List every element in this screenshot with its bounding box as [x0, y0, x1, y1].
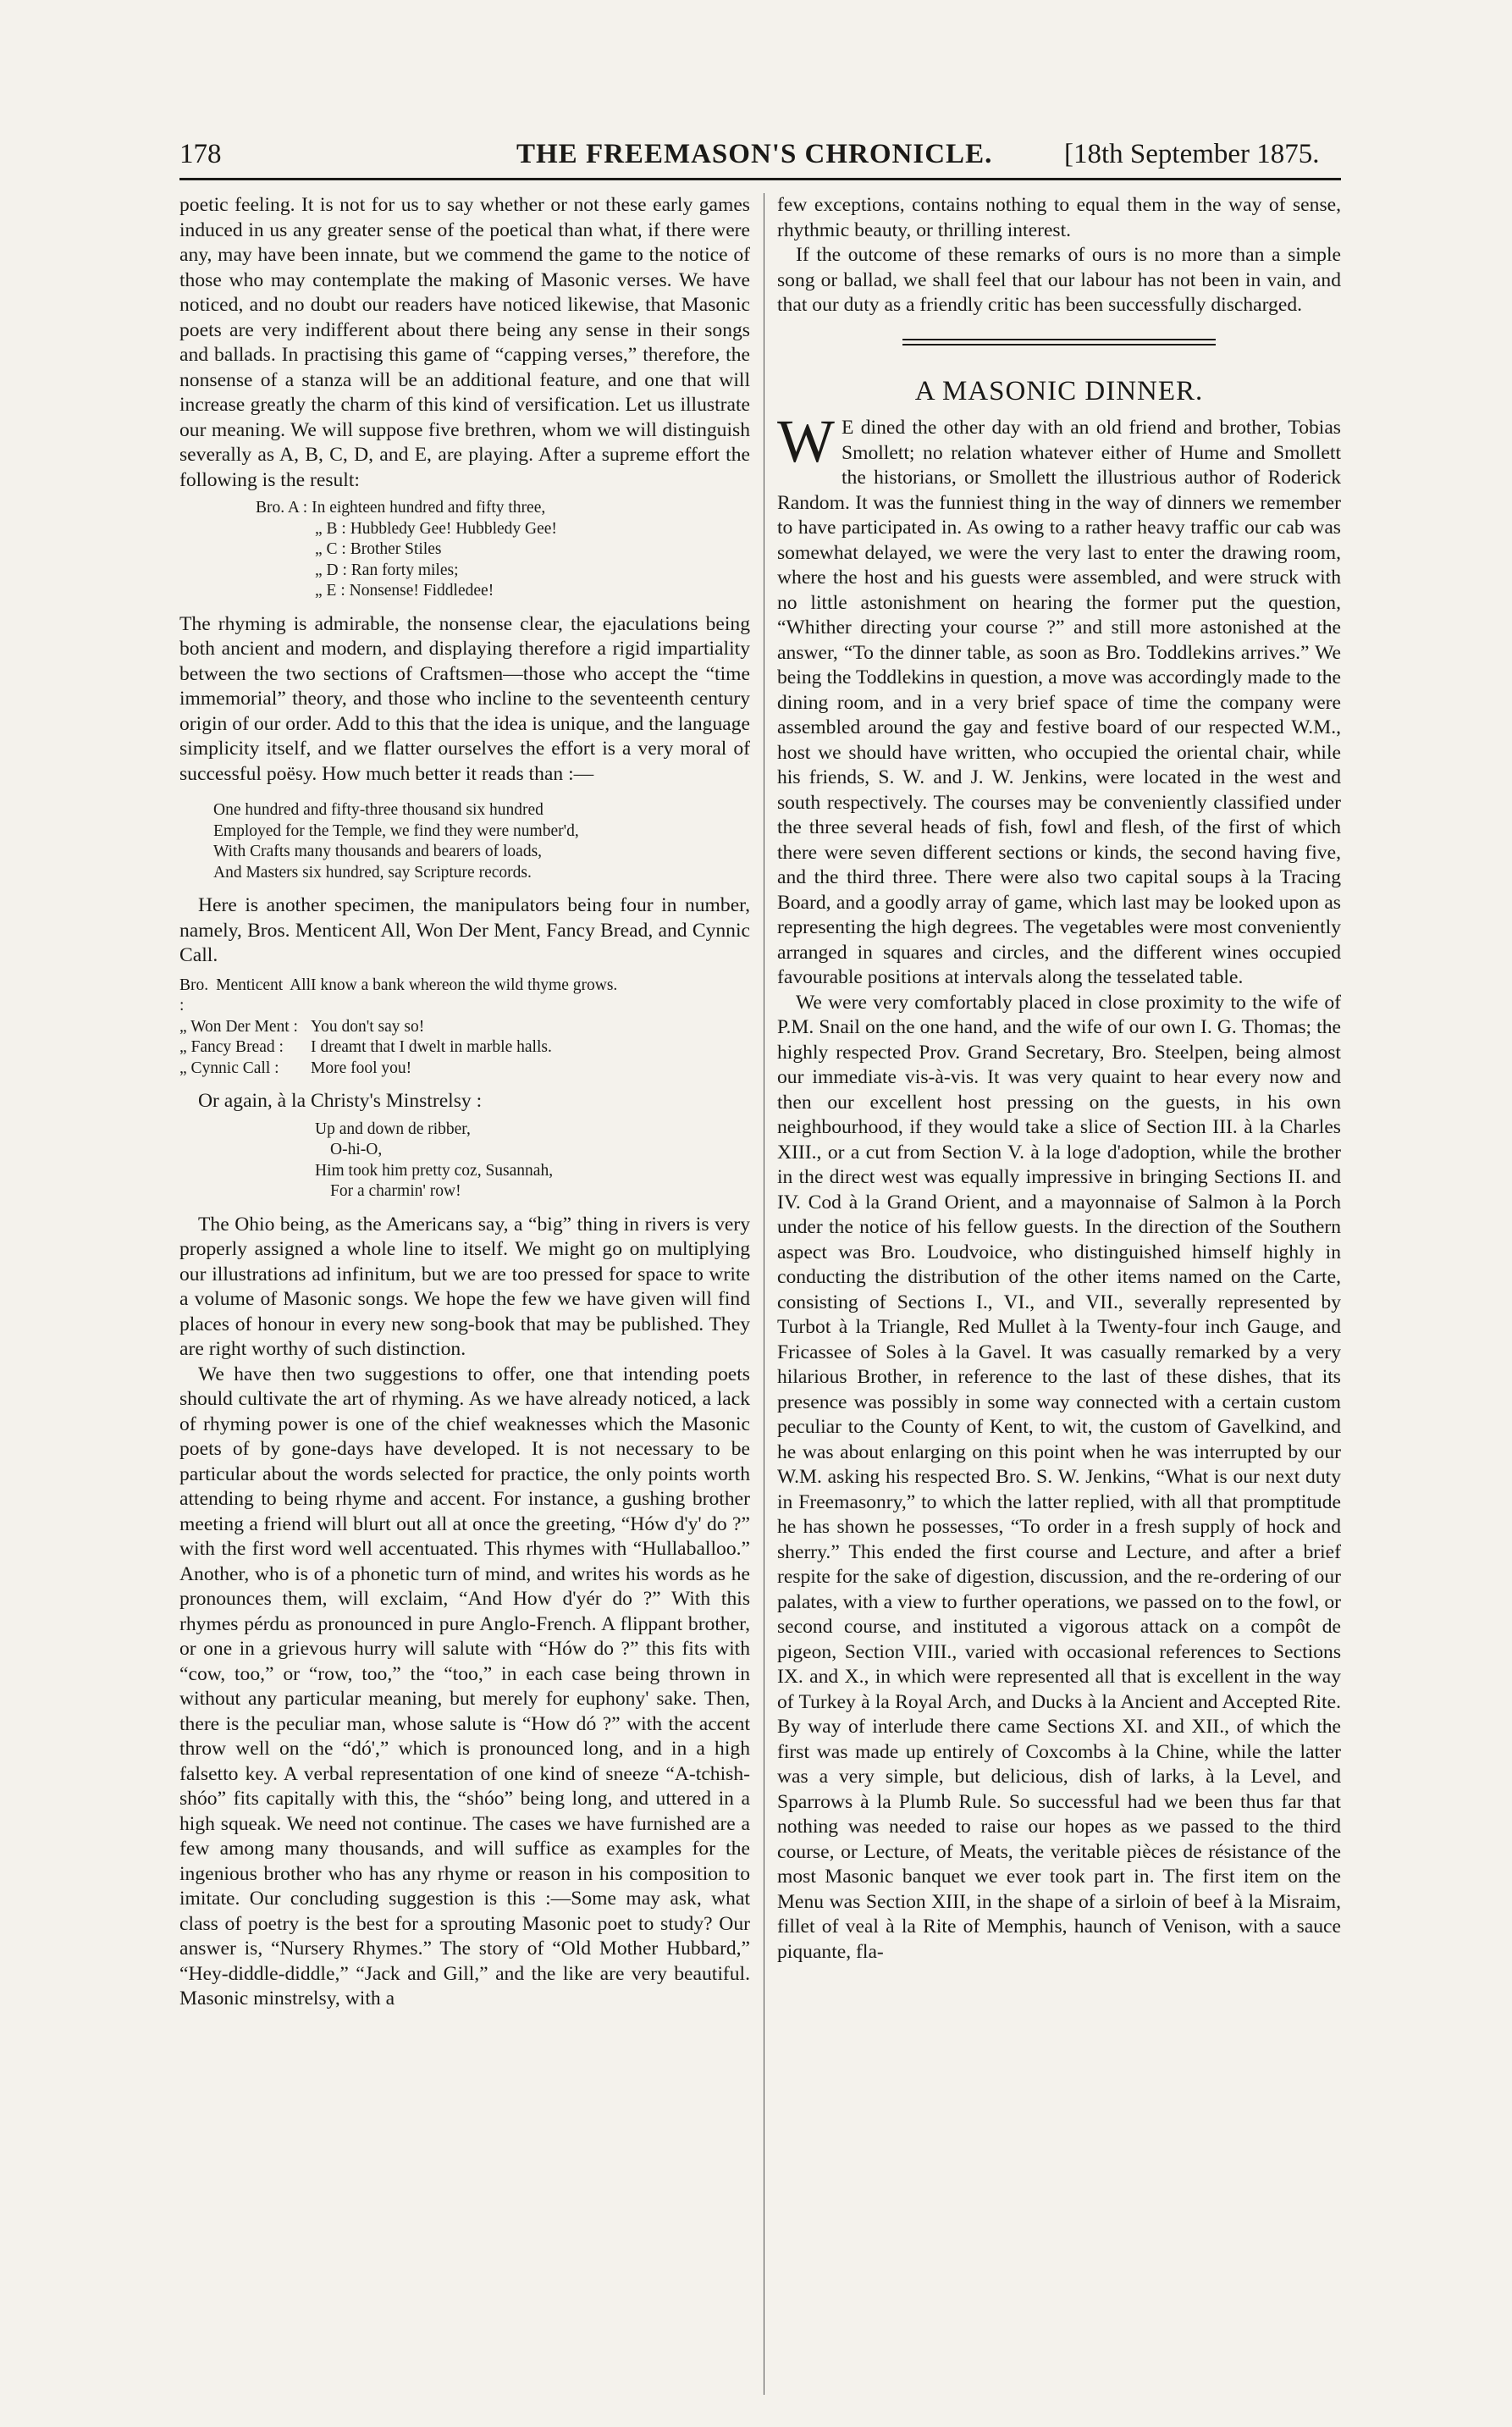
dialog-line: You don't say so! — [311, 1017, 425, 1036]
section-divider — [902, 339, 1216, 346]
dialog-row — [179, 1059, 750, 1080]
dialog-row — [179, 1017, 750, 1038]
speaker: Bro. Menticent All : — [179, 976, 311, 1014]
speaker: „ Cynnic Call : — [179, 1059, 279, 1077]
verse-line: Him took him pretty coz, Susannah, — [315, 1161, 554, 1180]
paragraph: Or again, à la Christy's Minstrelsy : — [198, 1090, 483, 1112]
verse-temple — [179, 800, 750, 883]
paragraph: Here is another specimen, the manipulators being four in number, namely, Bros. Menticent All, Won Der Ment, Fancy Bread, and Cynnic Call. — [179, 894, 750, 966]
article-title: A MASONIC DINNER. — [914, 375, 1204, 406]
dialog-line: More fool you! — [311, 1059, 412, 1077]
page-number: 178 — [179, 139, 222, 169]
paragraph: We were very comfortably placed in close proximity to the wife of P.M. Snail on the one hand, and the wife of our own I. G. Thomas; the highly respected Prov. Grand Secretary, Bro. Steelpen, being almost our immediate vis-à-vis. It was very quaint to hear every now and then our excellent host pressing on the guests, in his own neighbourhood, if they would take a slice of Section III. à la Charles XIII., or a cut from Section V. à la loge d'adoption, while the brother in the direct west was equally impressive in bringing Sections II. and IV. Cod à la Grand Orient, and a mayonnaise of Salmon à la Porch under the notice of his fellow guests. In the direction of the Southern aspect was Bro. Loudvoice, who distinguished himself highly in conducting the distribution of the other items named on the Carte, consisting of Sections I., VI., and VII., severally represented by Turbot à la Triangle, Red Mullet à la Twenty-four inch Gauge, and Fricassee of Soles à la Gavel. It was casually remarked by a very hilarious Brother, in reference to the last of these dishes, that its presence was possibly in some way connected with a certain custom peculiar to the County of Kent, to wit, the custom of Gavelkind, and he was about enlarging on this point when he was interrupted by our W.M. asking his respected Bro. S. W. Jenkins, “What is our next duty in Freemasonry,” to which the latter replied, with all that promptitude he has shown he possesses, “To order in a fresh supply of hock and sherry.” This ended the first course and Lecture, and after a brief respite for the sake of digestion, discussion, and the re-ordering of our palates, with a view to further operations, we passed on to the fowl, or second course, and instituted a vigorous attack on a compôt de pigeon, Section VIII., varied with occasional references to Sections IX. and X., in which were represented all that is excellent in the way of Turkey à la Royal Arch, and Ducks à la Ancient and Accepted Rite. By way of interlude there came Sections XI. and XII., of which the first was made up entirely of Coxcombs à la Chine, while the latter was a very simple, but delicious, dish of larks, à la Level, and Sparrows à la Plumb Rule. So successful had we been thus far that nothing was needed to raise our hopes as we passed to the third course, or Lecture, of Meats, the veritable pièces de résistance of the most Masonic banquet we ever took part in. The first item on the Menu was Section XIII, in the shape of a sirloin of beef à la Misraim, fillet of veal à la Rite of Memphis, haunch of Venison, with a sauce piquante, fla- — [777, 991, 1341, 1963]
paragraph — [777, 407, 1341, 991]
issue-date: [18th September 1875. — [1064, 139, 1320, 169]
verse-line: Up and down de ribber, — [315, 1120, 471, 1138]
verse-line: „ C : Brother Stiles — [315, 540, 442, 558]
paragraph: few exceptions, contains nothing to equal them in the way of sense, rhythmic beauty, or thrilling interest. — [777, 194, 1341, 241]
speaker: „ Won Der Ment : — [179, 1017, 298, 1036]
verse-line: One hundred and fifty-three thousand six hundred — [213, 801, 544, 819]
dialog-line: I know a bank whereon the wild thyme grows. — [311, 976, 618, 994]
verse-line: Employed for the Temple, we find they were number'd, — [213, 821, 579, 840]
paragraph: We have then two suggestions to offer, one that intending poets should cultivate the art of rhyming. As we have already noticed, a lack of rhyming power is one of the chief weaknesses which the Masonic poets of by gone-days have developed. It is not necessary to be particular about the words selected for practice, the only points worth attending to being rhyme and accent. For instance, a gushing brother meeting a friend will blurt out all at once the greeting, “Hów d'y' do ?” with the first word well accentuated. This rhymes with “Hullaballoo.” Another, who is of a phonetic turn of mind, and writes his words as he pronounces them, will exclaim, “And How d'yér do ?” With this rhymes pérdu as pronounced in pure Anglo-French. A flippant brother, or one in a grievous hurry will salute with “Hów do ?” this fits with “cow, too,” or “row, too,” the “too,” in each case being thrown in without any particular meaning, but merely for euphony' sake. Then, there is the peculiar man, whose salute is “How dó ?” with the accent throw well on the “dó',” which is pronounced long, and in a high falsetto key. A verbal representation of one kind of sneeze “A-tchish-shóo” fits capitally with this, the “shóo” being long, and uttered in a high squeak. We need not continue. The cases we have furnished are a few among many thousands, and will suffice as examples for the ingenious brother who has any rhyme or reason in his composition to imitate. Our concluding suggestion is this :—Some may ask, what class of poetry is the best for a sprouting Masonic poet to study? Our answer is, “Nursery Rhymes.” The story of “Old Mother Hubbard,” “Hey-diddle-diddle,” “Jack and Gill,” and the like are very beautiful. Masonic minstrelsy, with a — [179, 1363, 750, 2010]
paragraph: The Ohio being, as the Americans say, a “big” thing in rivers is very properly assigned a whole line to itself. We might go on multiplying our illustrations ad infinitum, but we are too pressed for space to write a volume of Masonic songs. We hope the few we have given will find places of honour in every new song-book that may be published. They are right worthy of such distinction. — [179, 1213, 750, 1360]
dialog-row — [179, 976, 750, 1017]
right-column — [777, 193, 1341, 1965]
left-column — [179, 193, 750, 2012]
verse-line: „ D : Ran forty miles; — [315, 561, 459, 579]
verse-capping — [179, 498, 750, 602]
verse-line: And Masters six hundred, say Scripture records. — [213, 863, 532, 882]
dialog-line: I dreamt that I dwelt in marble halls. — [311, 1038, 552, 1056]
speaker: „ Fancy Bread : — [179, 1038, 284, 1056]
paragraph: If the outcome of these remarks of ours is no more than a simple song or ballad, we shall feel that our labour has not been in vain, and that our duty as a friendly critic has been successfully discharged. — [777, 244, 1341, 316]
verse-line: O-hi-O, — [330, 1141, 383, 1158]
paragraph: poetic feeling. It is not for us to say whether or not these early games induced in us any greater sense of the poetical than what, if there were any, may have been innate, but we commend the game to the notice of those who may contemplate the making of Masonic verses. We have noticed, and no doubt our readers have noticed likewise, that Masonic poets are very indifferent about there being any sense in their songs and ballads. In practising this game of “capping verses,” therefore, the nonsense of a stanza will be an additional feature, and one that will increase greatly the charm of this kind of versification. Let us illustrate our meaning. We will suppose five brethren, whom we will distinguish severally as A, B, C, D, and E, are playing. After a supreme effort the following is the result: — [179, 194, 750, 491]
verse-line: For a charmin' row! — [330, 1182, 461, 1200]
verse-line: Bro. A : In eighteen hundred and fifty three, — [256, 499, 546, 517]
dialog-specimen — [179, 976, 750, 1080]
paragraph-text: E dined the other day with an old friend and brother, Tobias Smollett; no relation whatever either of Hume and Smollett the historians, or Smollett the illustrious author of Roderick Random. It was the funniest thing in the way of dinners we remember to have participated in. As owing to a rather heavy traffic our cab was somewhat delayed, we were the very last to enter the drawing room, where the host and his guests were assembled, and were struck with no little astonishment on hearing the former put the question, “Whither directing your course ?” and still more astonished at the answer, “To the dinner table, as soon as Bro. Toddlekins arrives.” We being the Toddlekins in question, a move was accordingly made to the dining room, and in a very brief space of time the company were assembled around the gay and festive board of our respected W.M., host we should have written, who occupied the oriental chair, while his friends, S. W. and J. W. Jenkins, were located in the west and south respectively. The courses may be conveniently classified under the three several heads of fish, fowl and flesh, of the first of which there were seven different sections or kinds, the second having five, and the third three. There were also two capital soups à la Tracing Board, and a goodly array of game, which last may be looked upon as representing the high degrees. The vegetables were most conveniently arranged in squares and circles, and the different wines occupied favourable positions at intervals along the tesselated table. — [777, 417, 1341, 988]
masthead-title: THE FREEMASON'S CHRONICLE. — [516, 139, 993, 169]
paragraph: The rhyming is admirable, the nonsense clear, the ejaculations being both ancient and modern, and displaying therefore a rigid impartiality between the two sections of Craftsmen—those who accept the “time immemorial” theory, and those who incline to the seventeenth century origin of our order. Add to this that the idea is unique, and the language simplicity itself, and we flatter ourselves the effort is a very moral of successful poësy. How much better it reads than :— — [179, 612, 750, 785]
verse-line: „ B : Hubbledy Gee! Hubbledy Gee! — [315, 519, 557, 538]
drop-cap: W — [777, 407, 835, 475]
page-header — [179, 135, 1341, 180]
dialog-row — [179, 1037, 750, 1059]
verse-line: „ E : Nonsense! Fiddledee! — [315, 582, 494, 600]
verse-line: With Crafts many thousands and bearers of loads, — [213, 843, 543, 860]
verse-minstrelsy — [179, 1120, 750, 1202]
